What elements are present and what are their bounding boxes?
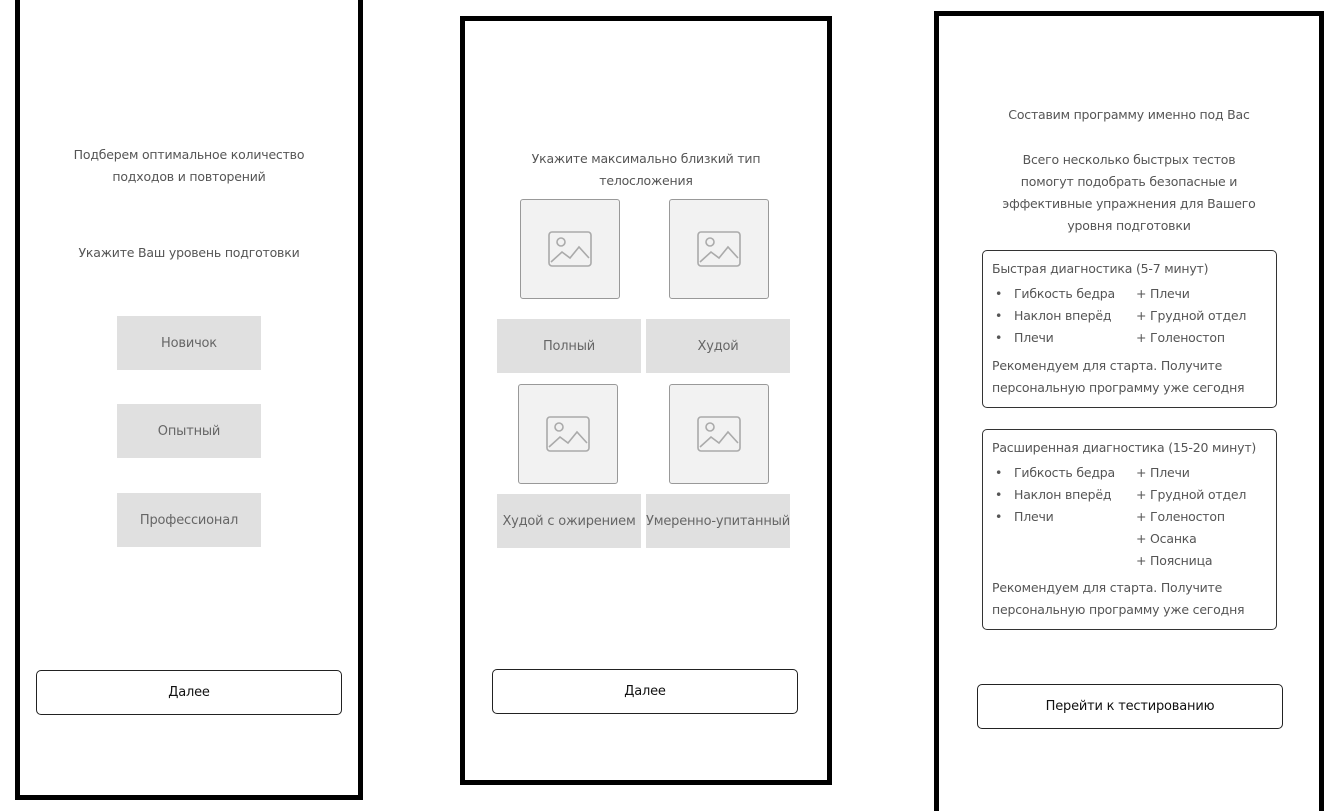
bullet: •: [995, 465, 1003, 480]
start-testing-button[interactable]: Перейти к тестированию: [977, 684, 1283, 729]
bullet: •: [995, 330, 1003, 345]
test-item-extra: + Грудной отдел: [1136, 487, 1247, 502]
test-item: Гибкость бедра: [1014, 286, 1115, 301]
card-title: Быстрая диагностика (5-7 минут): [992, 261, 1209, 276]
image-placeholder-icon: [546, 416, 590, 452]
test-item-extra: + Поясница: [1136, 553, 1213, 568]
option-beginner-button[interactable]: Новичок: [117, 316, 261, 370]
card-item-row: [992, 330, 1272, 352]
bullet: •: [995, 286, 1003, 301]
extended-diagnostics-card[interactable]: [982, 429, 1277, 630]
bullet: •: [995, 308, 1003, 323]
test-item-extra: + Плечи: [1136, 286, 1190, 301]
screen-testing-intro: [934, 11, 1324, 811]
testing-description: [939, 149, 1319, 237]
recommendation-line: Рекомендуем для старта. Получите: [992, 358, 1223, 373]
description-line: помогут подобрать безопасные и: [1020, 174, 1238, 189]
test-item-extra: + Грудной отдел: [1136, 308, 1247, 323]
title-line: Укажите максимально близкий тип: [531, 151, 761, 166]
screen-body-type: [460, 16, 832, 785]
level-prompt: Укажите Ваш уровень подготовки: [78, 245, 300, 260]
test-item: Гибкость бедра: [1014, 465, 1115, 480]
test-item: Наклон вперёд: [1014, 308, 1112, 323]
card-item-row: [992, 553, 1272, 575]
body-type-moderate-button[interactable]: Умеренно-упитанный: [646, 494, 790, 548]
test-item: Плечи: [1014, 330, 1054, 345]
body-type-image[interactable]: [669, 384, 769, 484]
test-item-extra: + Голеностоп: [1136, 509, 1225, 524]
test-item-extra: + Голеностоп: [1136, 330, 1225, 345]
card-item-row: [992, 286, 1272, 308]
test-item-extra: + Осанка: [1136, 531, 1197, 546]
recommendation-line: персональную программу уже сегодня: [992, 602, 1245, 617]
bullet: •: [995, 509, 1003, 524]
title-line: телосложения: [599, 173, 693, 188]
card-item-row: [992, 308, 1272, 330]
next-button[interactable]: Далее: [492, 669, 798, 714]
option-professional-button[interactable]: Профессионал: [117, 493, 261, 547]
body-type-image[interactable]: [518, 384, 618, 484]
option-experienced-button[interactable]: Опытный: [117, 404, 261, 458]
quick-diagnostics-card[interactable]: [982, 250, 1277, 408]
body-type-image[interactable]: [520, 199, 620, 299]
card-title: Расширенная диагностика (15-20 минут): [992, 440, 1257, 455]
card-item-row: [992, 465, 1272, 487]
intro-line: подходов и повторений: [112, 169, 266, 184]
card-item-row: [992, 531, 1272, 553]
test-item-extra: + Плечи: [1136, 465, 1190, 480]
body-type-image[interactable]: [669, 199, 769, 299]
card-recommendation: [992, 577, 1272, 621]
card-recommendation: [992, 355, 1272, 399]
test-item: Плечи: [1014, 509, 1054, 524]
test-item: Наклон вперёд: [1014, 487, 1112, 502]
recommendation-line: персональную программу уже сегодня: [992, 380, 1245, 395]
testing-heading: Составим программу именно под Вас: [1008, 107, 1250, 122]
intro-text: [20, 144, 358, 188]
body-type-thin-obese-button[interactable]: Худой с ожирением: [497, 494, 641, 548]
bullet: •: [995, 487, 1003, 502]
next-button[interactable]: Далее: [36, 670, 342, 715]
description-line: Всего несколько быстрых тестов: [1022, 152, 1236, 167]
description-line: эффективные упражнения для Вашего: [1002, 196, 1256, 211]
screen-experience-level: [15, 0, 363, 800]
recommendation-line: Рекомендуем для старта. Получите: [992, 580, 1223, 595]
card-item-row: [992, 487, 1272, 509]
body-type-thin-button[interactable]: Худой: [646, 319, 790, 373]
body-type-title: [465, 148, 827, 192]
image-placeholder-icon: [697, 416, 741, 452]
body-type-full-button[interactable]: Полный: [497, 319, 641, 373]
image-placeholder-icon: [548, 231, 592, 267]
image-placeholder-icon: [697, 231, 741, 267]
card-item-row: [992, 509, 1272, 531]
intro-line: Подберем оптимальное количество: [73, 147, 305, 162]
description-line: уровня подготовки: [1067, 218, 1191, 233]
